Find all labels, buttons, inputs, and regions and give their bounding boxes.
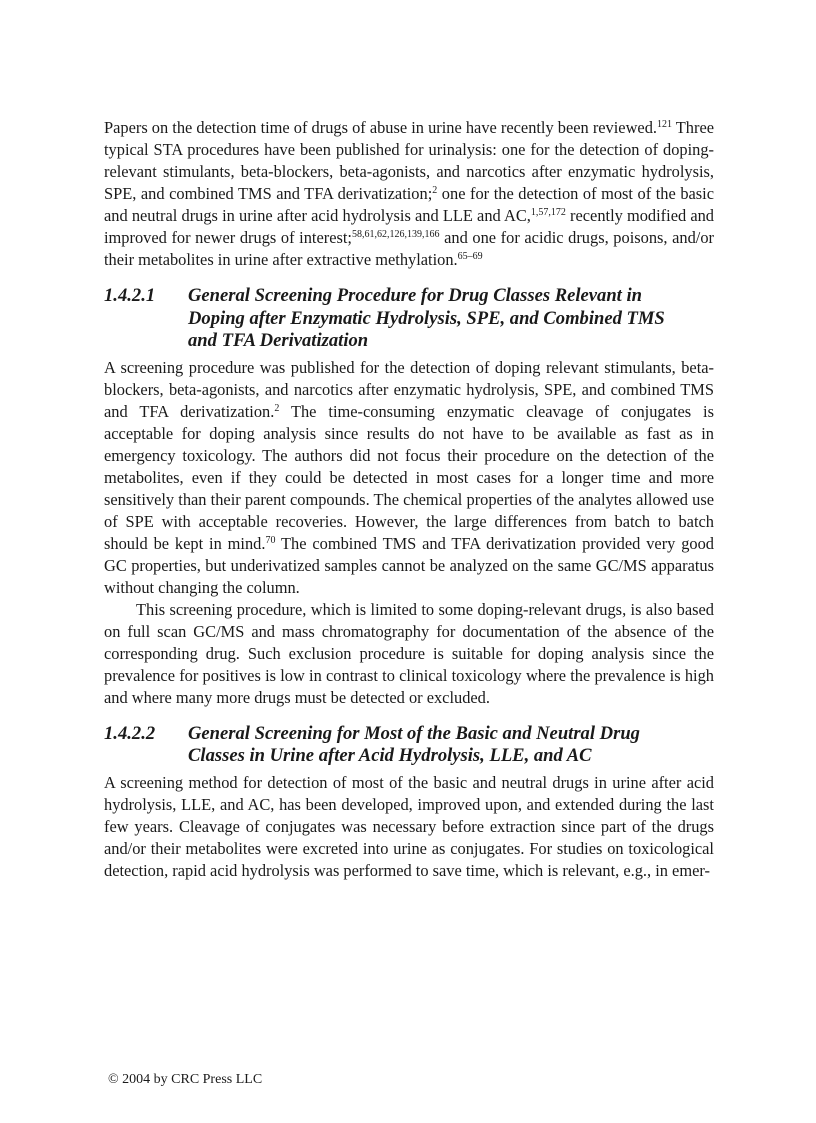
intro-text-2: Three typical STA procedures have been published for urinalysis: one for the detection of doping-relevant stimulants, beta-blockers, beta-agonists, and narcotics after enzymatic hydrolysis, SPE, and combined TMS and TFA derivatization; bbox=[104, 118, 715, 203]
section-heading-1-4-2-2 bbox=[104, 723, 714, 768]
section-1-paragraph-1 bbox=[104, 357, 714, 599]
citation-ref: 2 bbox=[274, 402, 280, 414]
intro-text-1: Papers on the detection time of drugs of abuse in urine have recently been reviewed. bbox=[104, 118, 657, 137]
section-number: 1.4.2.2 bbox=[104, 722, 156, 744]
section-heading-1-4-2-1 bbox=[104, 285, 714, 353]
copyright-footer: © 2004 by CRC Press LLC bbox=[108, 1072, 263, 1087]
citation-ref: 1,57,172 bbox=[530, 207, 566, 218]
section-title: General Screening Procedure for Drug Classes Relevant in Doping after Enzymatic Hydrolysis, SPE, and Combined TMS and TFA Derivatization bbox=[188, 285, 665, 351]
citation-ref: 2 bbox=[432, 185, 438, 196]
section-1-text-2: The time-consuming enzymatic cleavage of conjugates is acceptable for doping analysis since results do not have to be available as fast as in emergency toxicology. The authors did not focus their procedure on the detection of the metabolites, even if they could be detected in most cases for a longer time and more sensitively than their parent compounds. The chemical properties of the analytes allowed use of SPE with acceptable recoveries. However, the large differences from batch to batch should be kept in mind. bbox=[104, 401, 714, 553]
intro-paragraph bbox=[104, 117, 714, 271]
intro-text-4: recently modified and improved for newer drugs of interest; bbox=[104, 206, 714, 247]
citation-ref: 58,61,62,126,139,166 bbox=[351, 229, 440, 240]
section-title: General Screening for Most of the Basic and Neutral Drug Classes in Urine after Acid Hydrolysis, LLE, and AC bbox=[188, 722, 640, 766]
section-1-text-1: A screening procedure was published for the detection of doping relevant stimulants, beta-blockers, beta-agonists, and narcotics after enzymatic hydrolysis, SPE, and combined TMS and TFA derivatization. bbox=[104, 357, 714, 421]
section-1-text-3: The combined TMS and TFA derivatization provided very good GC properties, but underivatized samples cannot be analyzed on the same GC/MS apparatus without changing the column. bbox=[104, 533, 714, 597]
intro-text-3: one for the detection of most of the basic and neutral drugs in urine after acid hydrolysis and LLE and AC, bbox=[104, 184, 714, 225]
citation-ref: 121 bbox=[656, 119, 672, 130]
citation-ref: 70 bbox=[265, 534, 276, 546]
intro-text-5: and one for acidic drugs, poisons, and/or their metabolites in urine after extractive methylation. bbox=[104, 228, 714, 269]
section-number: 1.4.2.1 bbox=[104, 285, 156, 306]
section-1-paragraph-2: This screening procedure, which is limited to some doping-relevant drugs, is also based on full scan GC/MS and mass chromatography for documentation of the absence of the corresponding drug. Such exclusion procedure is suitable for doping analysis since the prevalence for positives is low in contrast to clinical toxicology where the prevalence is high and where many more drugs must be detected or excluded. bbox=[104, 599, 714, 707]
section-2-paragraph-1: A screening method for detection of most of the basic and neutral drugs in urine after acid hydrolysis, LLE, and AC, has been developed, improved upon, and extended during the last few years. Cleavage of conjugates was necessary before extraction since part of the drugs and/or their metabolites were excreted into urine as conjugates. For studies on toxicological detection, rapid acid hydrolysis was performed to save time, which is relevant, e.g., in emer- bbox=[104, 772, 714, 880]
page-body bbox=[104, 117, 714, 882]
citation-ref: 65–69 bbox=[457, 251, 483, 262]
